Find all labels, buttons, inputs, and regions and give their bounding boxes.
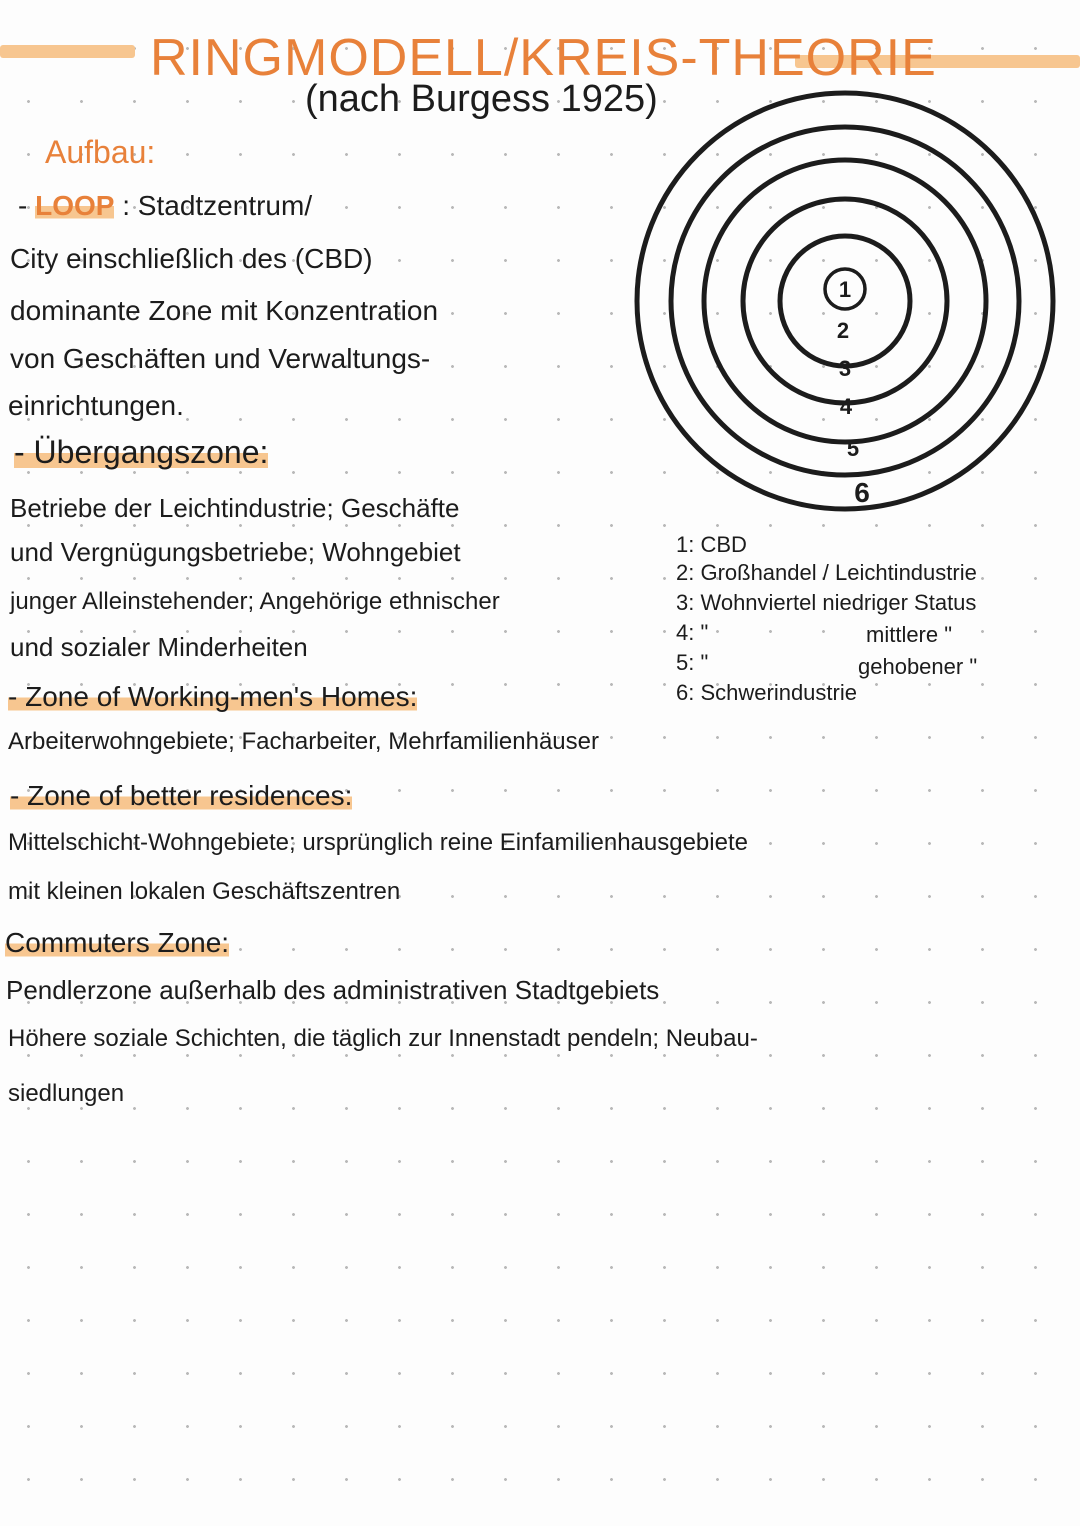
transition-line: und sozialer Minderheiten (10, 632, 308, 662)
section-heading: Aufbau: (45, 134, 156, 170)
legend-item-4-label: mittlere " (866, 622, 953, 647)
better-line: Mittelschicht-Wohngebiete; ursprünglich reine Einfamilienhausgebiete (8, 829, 748, 856)
better-line: mit kleinen lokalen Geschäftszentren (8, 878, 401, 905)
loop-bullet: - (18, 190, 28, 221)
legend-item-3: 3: Wohnviertel niedriger Status (676, 590, 977, 615)
loop-line: einrichtungen. (8, 390, 184, 421)
ring-number-6: 6 (854, 477, 870, 508)
loop-line: dominante Zone mit Konzentration (10, 295, 439, 326)
transition-line: junger Alleinstehender; Angehörige ethnischer (10, 588, 500, 615)
ring-diagram (625, 88, 1065, 528)
loop-term: LOOP (35, 190, 115, 221)
legend-item-4: 4: " (676, 620, 709, 645)
ring-number-2: 2 (836, 318, 850, 343)
working-heading: - Zone of Working-men's Homes: (8, 681, 418, 712)
transition-line: Betriebe der Leichtindustrie; Geschäfte (10, 493, 460, 523)
legend-item-5: 5: " (676, 650, 709, 675)
page-title: RINGMODELL/KREIS-THEORIE (150, 29, 937, 87)
loop-line: City einschließlich des (CBD) (10, 243, 373, 274)
transition-heading: - Übergangszone: (14, 434, 269, 470)
ring-number-5: 5 (846, 436, 860, 461)
working-line: Arbeiterwohngebiete; Facharbeiter, Mehrfamilienhäuser (8, 728, 599, 755)
legend-item-2: 2: Großhandel / Leichtindustrie (676, 560, 977, 585)
legend-item-6: 6: Schwerindustrie (676, 680, 857, 705)
commuters-line: Pendlerzone außerhalb des administrativen Stadtgebiets (6, 975, 660, 1005)
ring-number-1: 1 (838, 277, 852, 302)
commuters-heading: Commuters Zone: (5, 927, 230, 958)
header-rule-left (0, 45, 135, 58)
loop-line: : Stadtzentrum/ (122, 190, 313, 221)
better-heading: - Zone of better residences: (10, 780, 353, 811)
legend-item-5-label: gehobener " (858, 654, 978, 679)
loop-first-line (18, 190, 312, 222)
commuters-line: Höhere soziale Schichten, die täglich zur Innenstadt pendeln; Neubau- (8, 1025, 758, 1052)
ring-number-4: 4 (839, 394, 853, 419)
ring-number-3: 3 (838, 356, 852, 381)
legend-item-1: 1: CBD (676, 532, 747, 557)
page-subtitle: (nach Burgess 1925) (305, 78, 658, 120)
transition-line: und Vergnügungsbetriebe; Wohngebiet (10, 537, 461, 567)
commuters-line: siedlungen (8, 1080, 125, 1107)
loop-line: von Geschäften und Verwaltungs- (10, 343, 431, 374)
